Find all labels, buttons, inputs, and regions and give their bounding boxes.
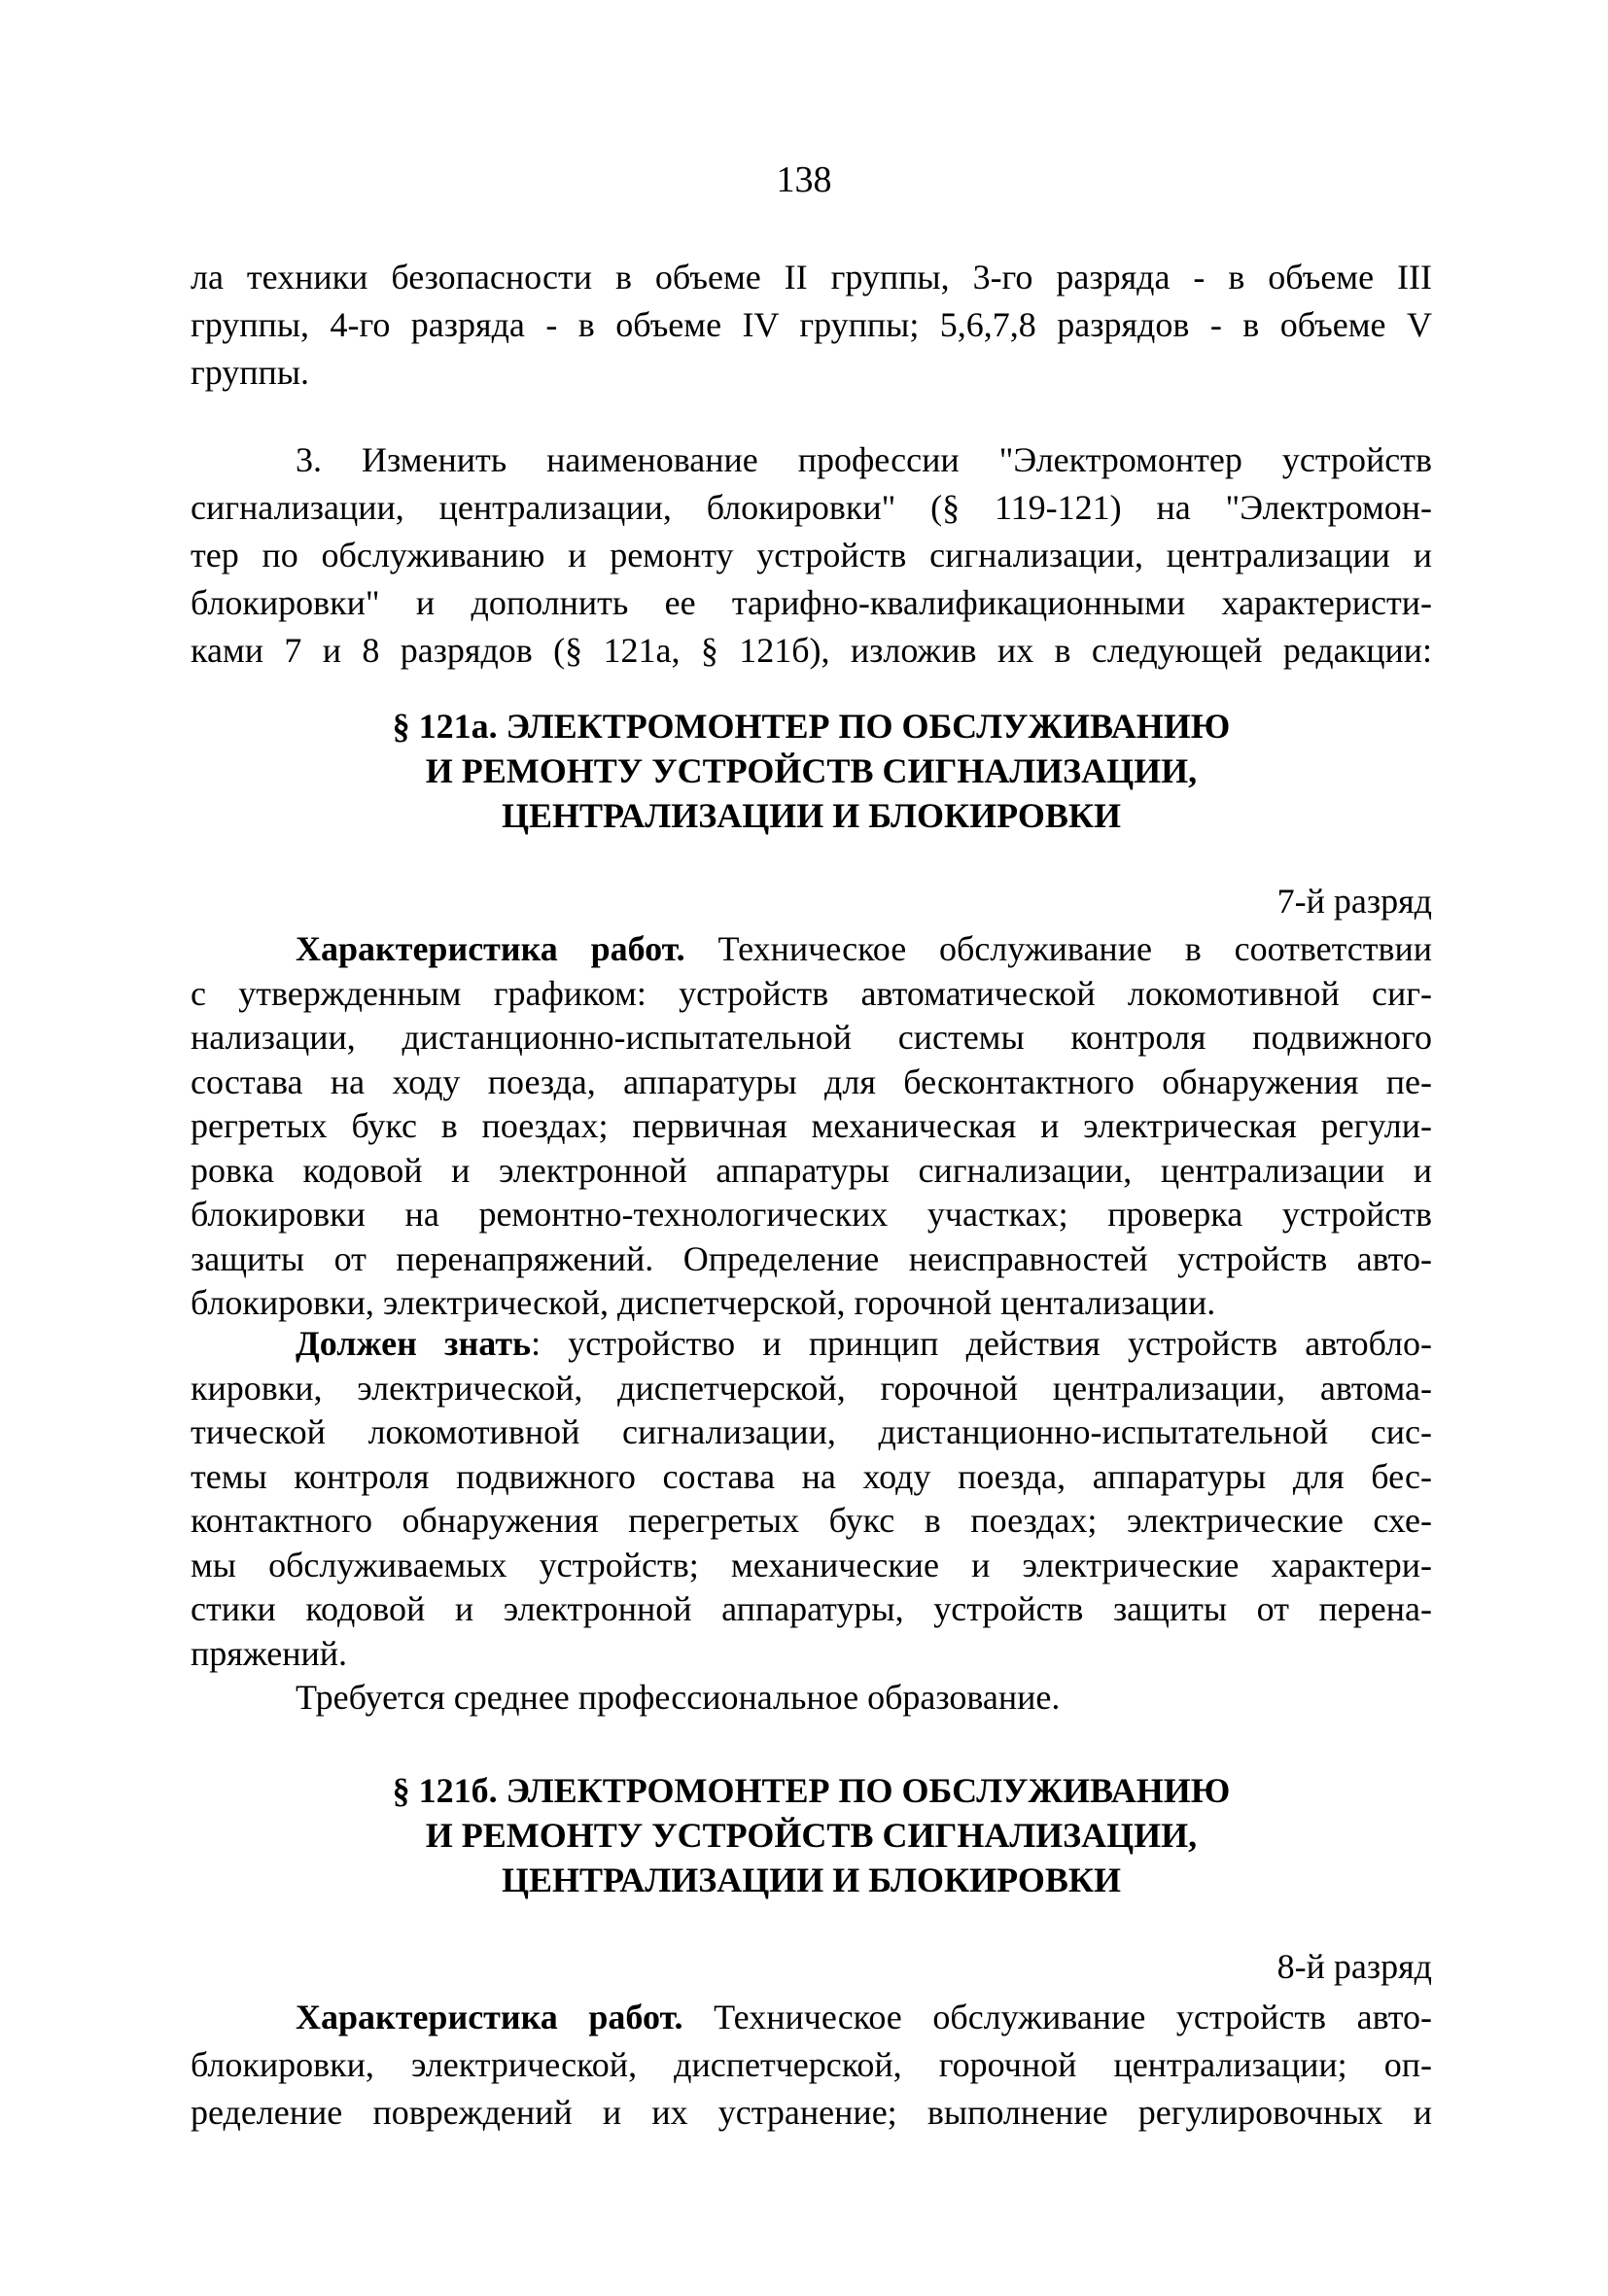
text-line: блокировки" и дополнить ее тарифно-квалификационными характеристи- xyxy=(191,583,1432,622)
text-span: : устройство и принцип действия устройств автобло- xyxy=(531,1324,1433,1363)
section-121b-heading xyxy=(191,1768,1432,1902)
requirement-line: Требуется среднее профессиональное образование. xyxy=(296,1678,1061,1717)
heading-line: И РЕМОНТУ УСТРОЙСТВ СИГНАЛИЗАЦИИ, xyxy=(425,1816,1198,1855)
text-line: стики кодовой и электронной аппаратуры, устройств защиты от перена- xyxy=(191,1589,1432,1628)
text-line: состава на ходу поезда, аппаратуры для бесконтактного обнаружения пе- xyxy=(191,1061,1432,1101)
text-line: ла техники безопасности в объеме II группы, 3-го разряда - в объеме III xyxy=(191,258,1432,296)
text-line: ределение повреждений и их устранение; выполнение регулировочных и xyxy=(191,2093,1432,2132)
text-line: регретых букс в поездах; первичная механическая и электрическая регули- xyxy=(191,1106,1432,1145)
text-line: пряжений. xyxy=(191,1633,347,1673)
heading-line: § 121б. ЭЛЕКТРОМОНТЕР ПО ОБСЛУЖИВАНИЮ xyxy=(392,1771,1231,1810)
grade-label: 8-й разряд xyxy=(1276,1947,1432,1986)
text-line: нализации, дистанционно-испытательной системы контроля подвижного xyxy=(191,1018,1432,1057)
must-know-7 xyxy=(191,1322,1432,1721)
text-line: темы контроля подвижного состава на ходу поезда, аппаратуры для бес- xyxy=(191,1456,1432,1496)
work-characteristics-7 xyxy=(191,927,1432,1326)
text-span: Техническое обслуживание устройств авто- xyxy=(682,1998,1432,2036)
text-line: 3. Изменить наименование профессии "Электромонтер устройств xyxy=(296,440,1432,479)
characteristics-label: Характеристика работ. xyxy=(296,929,685,968)
text-line xyxy=(191,1994,1432,2041)
work-characteristics-8 xyxy=(191,1994,1432,2137)
text-line: контактного обнаружения перегретых букс в поездах; электрические схе- xyxy=(191,1501,1432,1540)
heading-line: ЦЕНТРАЛИЗАЦИИ И БЛОКИРОВКИ xyxy=(502,796,1121,835)
text-line: сигнализации, централизации, блокировки" (§ 119-121) на "Электромон- xyxy=(191,488,1432,527)
text-line: блокировки, электрической, диспетчерской, горочной централизации; оп- xyxy=(191,2045,1432,2084)
heading-line: ЦЕНТРАЛИЗАЦИИ И БЛОКИРОВКИ xyxy=(502,1861,1121,1899)
text-line xyxy=(191,1322,1432,1367)
text-line: тер по обслуживанию и ремонту устройств сигнализации, централизации и xyxy=(191,536,1432,574)
text-line xyxy=(191,927,1432,972)
characteristics-label: Характеристика работ. xyxy=(296,1998,683,2036)
heading-line: И РЕМОНТУ УСТРОЙСТВ СИГНАЛИЗАЦИИ, xyxy=(425,751,1198,790)
text-line: с утвержденным графиком: устройств автоматической локомотивной сиг- xyxy=(191,973,1432,1013)
text-line: блокировки на ремонтно-технологических участках; проверка устройств xyxy=(191,1195,1432,1234)
text-line: кировки, электрической, диспетчерской, горочной централизации, автома- xyxy=(191,1368,1432,1408)
text-line: ками 7 и 8 разрядов (§ 121а, § 121б), изложив их в следующей редакции: xyxy=(191,631,1432,670)
must-know-label: Должен знать xyxy=(296,1324,532,1363)
text-line: мы обслуживаемых устройств; механические и электрические характери- xyxy=(191,1545,1432,1584)
paragraph-item-3 xyxy=(191,436,1432,675)
section-121a-heading xyxy=(191,704,1432,838)
paragraph-continuation xyxy=(191,254,1432,397)
text-line: блокировки, электрической, диспетчерской, горочной центализации. xyxy=(191,1283,1216,1322)
text-line: группы. xyxy=(191,353,310,392)
heading-line: § 121а. ЭЛЕКТРОМОНТЕР ПО ОБСЛУЖИВАНИЮ xyxy=(392,707,1231,746)
text-line: тической локомотивной сигнализации, дистанционно-испытательной сис- xyxy=(191,1412,1432,1451)
text-span: Техническое обслуживание в соответствии xyxy=(684,929,1433,968)
text-line: группы, 4-го разряда - в объеме IV группы; 5,6,7,8 разрядов - в объеме V xyxy=(191,305,1432,344)
page-number: 138 xyxy=(776,159,832,200)
grade-label: 7-й разряд xyxy=(1276,882,1432,921)
text-line: защиты от перенапряжений. Определение неисправностей устройств авто- xyxy=(191,1238,1432,1278)
text-line: ровка кодовой и электронной аппаратуры сигнализации, централизации и xyxy=(191,1150,1432,1190)
